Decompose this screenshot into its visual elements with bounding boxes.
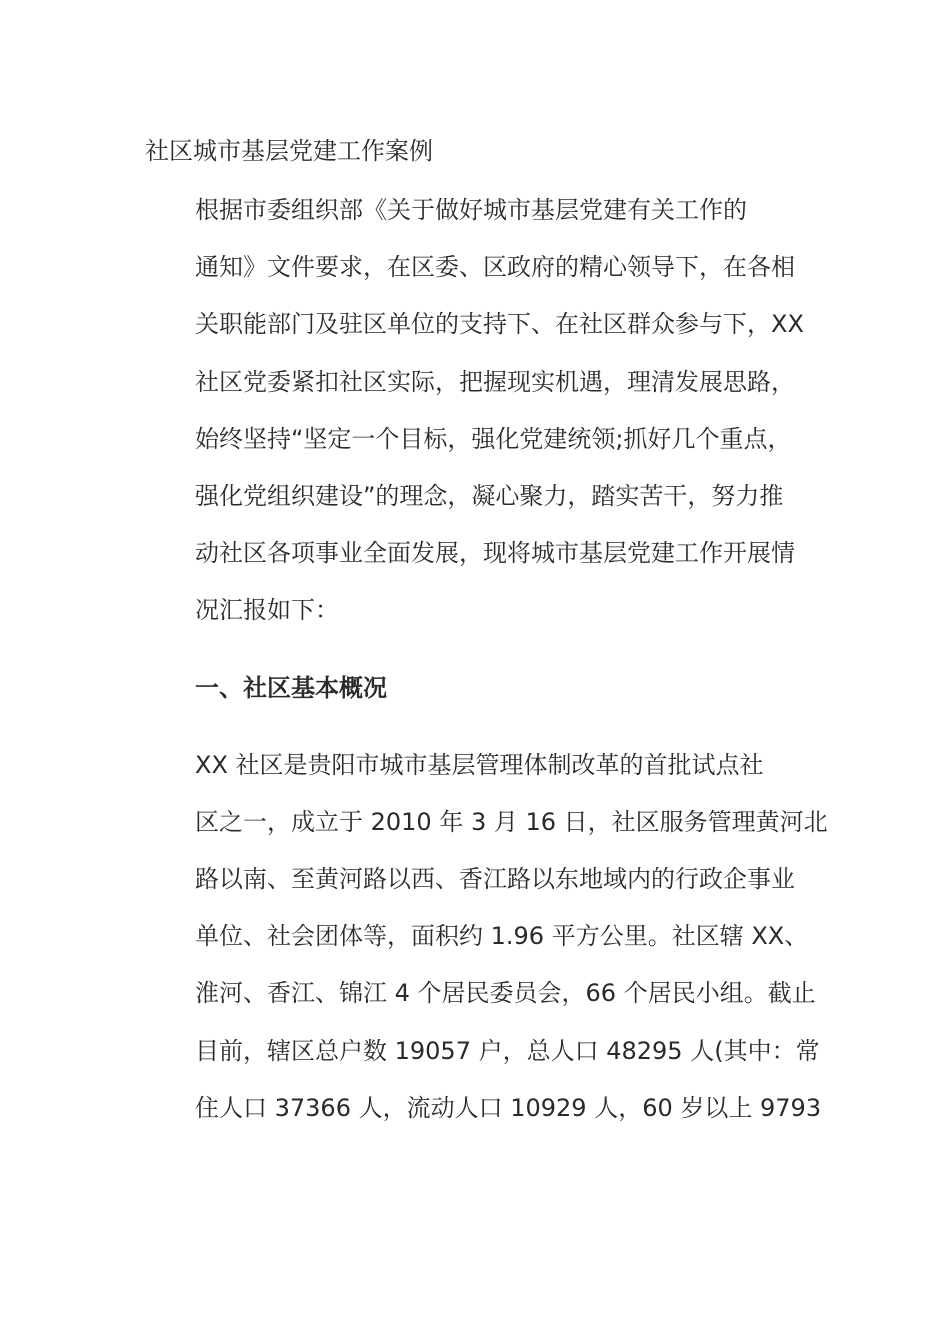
paragraph-line: 路以南、至黄河路以西、香江路以东地域内的行政企事业	[195, 865, 795, 894]
document-title: 社区城市基层党建工作案例	[145, 137, 433, 165]
intro-paragraph	[145, 182, 805, 640]
paragraph-line: 通知》文件要求，在区委、区政府的精心领导下，在各相	[195, 253, 795, 282]
paragraph-line: 强化党组织建设”的理念，凝心聚力，踏实苦干，努力推	[195, 482, 784, 511]
document-body	[145, 125, 828, 1157]
paragraph-line: 淮河、香江、锦江 4 个居民委员会，66 个居民小组。截止	[195, 979, 816, 1008]
paragraph-line: 况汇报如下：	[195, 596, 339, 625]
paragraph-line: 始终坚持“坚定一个目标，强化党建统领;抓好几个重点，	[195, 424, 792, 453]
overview-paragraph	[145, 737, 828, 1137]
section-heading: 一、社区基本概况	[195, 673, 387, 702]
paragraph-line: 关职能部门及驻区单位的支持下、在社区群众参与下，XX	[195, 310, 804, 339]
paragraph-line: 住人口 37366 人，流动人口 10929 人，60 岁以上 9793	[195, 1093, 822, 1122]
paragraph-line: XX 社区是贵阳市城市基层管理体制改革的首批试点社	[195, 750, 764, 779]
paragraph-line: 目前，辖区总户数 19057 户，总人口 48295 人(其中：常	[195, 1036, 820, 1065]
paragraph-line: 根据市委组织部《关于做好城市基层党建有关工作的	[195, 196, 747, 224]
paragraph-line: 社区党委紧扣社区实际，把握现实机遇，理清发展思路，	[195, 367, 795, 396]
paragraph-line: 单位、社会团体等，面积约 1.96 平方公里。社区辖 XX、	[195, 922, 809, 951]
paragraph-line: 区之一，成立于 2010 年 3 月 16 日，社区服务管理黄河北	[195, 807, 828, 836]
paragraph-line: 动社区各项事业全面发展，现将城市基层党建工作开展情	[195, 539, 795, 568]
